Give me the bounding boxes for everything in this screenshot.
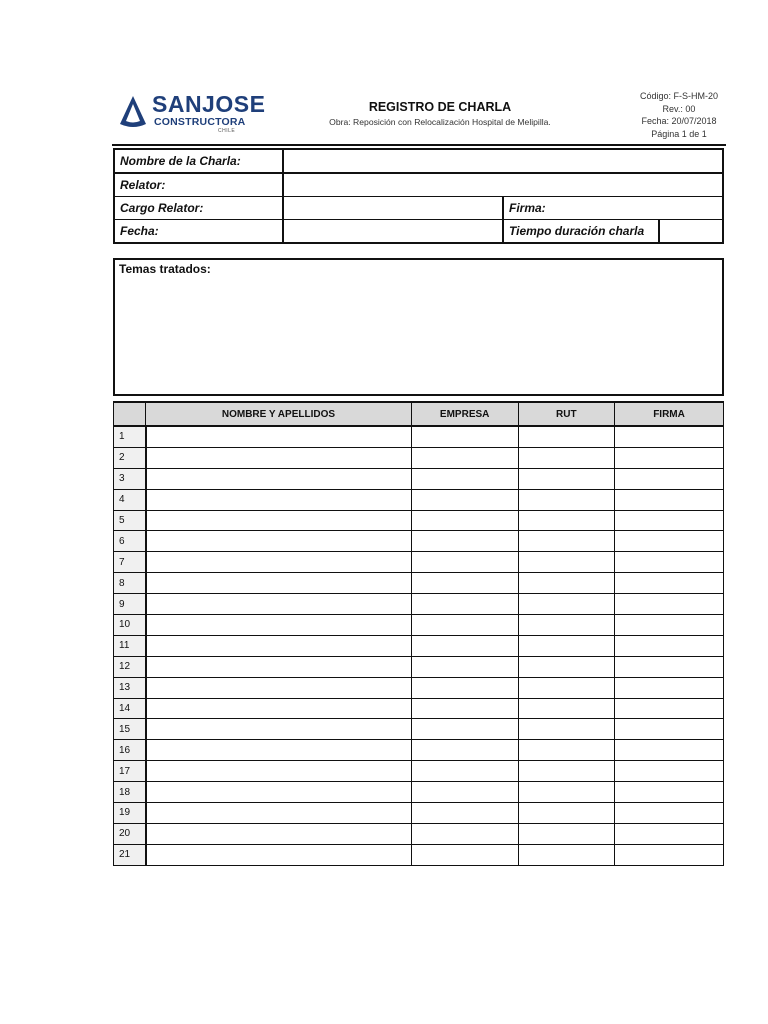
table-row — [114, 698, 724, 719]
cell-empresa[interactable] — [411, 823, 518, 844]
cell-firma[interactable] — [615, 719, 724, 740]
table-row — [114, 489, 724, 510]
row-number: 4 — [114, 489, 146, 510]
row-number: 14 — [114, 698, 146, 719]
label-fecha: Fecha: — [114, 220, 283, 244]
cell-empresa[interactable] — [411, 782, 518, 803]
cell-rut[interactable] — [518, 615, 614, 636]
table-row — [114, 719, 724, 740]
cell-empresa[interactable] — [411, 594, 518, 615]
cell-nombre[interactable] — [146, 677, 412, 698]
table-row — [114, 677, 724, 698]
cell-firma[interactable] — [615, 740, 724, 761]
cell-rut[interactable] — [518, 531, 614, 552]
table-row — [114, 615, 724, 636]
table-row — [114, 740, 724, 761]
row-number: 7 — [114, 552, 146, 573]
cell-empresa[interactable] — [411, 635, 518, 656]
cell-nombre[interactable] — [146, 510, 412, 531]
logo-country: CHILE — [218, 128, 236, 134]
table-row — [114, 531, 724, 552]
cell-rut[interactable] — [518, 803, 614, 824]
row-number: 9 — [114, 594, 146, 615]
row-number: 12 — [114, 656, 146, 677]
document-subtitle: Obra: Reposición con Relocalización Hospital de Melipilla. — [329, 117, 551, 127]
cell-empresa[interactable] — [411, 803, 518, 824]
table-row — [114, 573, 724, 594]
meta-fecha: Fecha: 20/07/2018 — [641, 116, 717, 126]
row-number: 18 — [114, 782, 146, 803]
table-row — [114, 510, 724, 531]
cell-empresa[interactable] — [411, 761, 518, 782]
logo-mark-icon — [118, 94, 148, 130]
cell-firma[interactable] — [615, 552, 724, 573]
cell-nombre[interactable] — [146, 447, 412, 468]
col-header-nombre: NOMBRE Y APELLIDOS — [146, 402, 412, 426]
table-row — [114, 803, 724, 824]
cell-empresa[interactable] — [411, 468, 518, 489]
cell-firma[interactable] — [615, 594, 724, 615]
header-divider — [112, 144, 726, 146]
cell-rut[interactable] — [518, 468, 614, 489]
row-number: 2 — [114, 447, 146, 468]
row-number: 19 — [114, 803, 146, 824]
attendees-table — [113, 401, 724, 866]
cell-firma[interactable] — [615, 573, 724, 594]
cell-nombre[interactable] — [146, 740, 412, 761]
row-number: 15 — [114, 719, 146, 740]
cell-firma[interactable] — [615, 823, 724, 844]
table-row — [114, 552, 724, 573]
cell-nombre[interactable] — [146, 489, 412, 510]
table-row — [114, 656, 724, 677]
cell-firma[interactable] — [615, 468, 724, 489]
cell-firma[interactable] — [615, 531, 724, 552]
table-row — [114, 447, 724, 468]
table-row — [114, 635, 724, 656]
row-number: 5 — [114, 510, 146, 531]
col-header-firma: FIRMA — [615, 402, 724, 426]
cell-empresa[interactable] — [411, 656, 518, 677]
cell-empresa[interactable] — [411, 531, 518, 552]
cell-nombre[interactable] — [146, 698, 412, 719]
logo-sub: CONSTRUCTORA — [154, 116, 246, 128]
table-row — [114, 761, 724, 782]
row-number: 3 — [114, 468, 146, 489]
cell-rut[interactable] — [518, 573, 614, 594]
cell-rut[interactable] — [518, 761, 614, 782]
cell-rut[interactable] — [518, 782, 614, 803]
cell-firma[interactable] — [615, 698, 724, 719]
row-number: 16 — [114, 740, 146, 761]
cell-nombre[interactable] — [146, 531, 412, 552]
table-row — [114, 594, 724, 615]
row-number: 17 — [114, 761, 146, 782]
cell-firma[interactable] — [615, 489, 724, 510]
cell-nombre[interactable] — [146, 426, 412, 447]
document-title: REGISTRO DE CHARLA — [368, 100, 512, 114]
label-firma: Firma: — [503, 197, 723, 220]
table-row — [114, 844, 724, 865]
cell-nombre[interactable] — [146, 615, 412, 636]
cell-empresa[interactable] — [411, 615, 518, 636]
cell-empresa[interactable] — [411, 698, 518, 719]
cell-rut[interactable] — [518, 510, 614, 531]
cell-firma[interactable] — [615, 844, 724, 865]
cell-rut[interactable] — [518, 719, 614, 740]
cell-rut[interactable] — [518, 447, 614, 468]
cell-nombre[interactable] — [146, 782, 412, 803]
cell-nombre[interactable] — [146, 656, 412, 677]
cell-empresa[interactable] — [411, 489, 518, 510]
cell-firma[interactable] — [615, 426, 724, 447]
table-row — [114, 468, 724, 489]
field-fecha[interactable] — [283, 220, 503, 244]
cell-firma[interactable] — [615, 782, 724, 803]
cell-empresa[interactable] — [411, 844, 518, 865]
cell-firma[interactable] — [615, 635, 724, 656]
cell-rut[interactable] — [518, 698, 614, 719]
field-relator[interactable] — [283, 173, 723, 197]
cell-nombre[interactable] — [146, 594, 412, 615]
meta-codigo: Código: F-S-HM-20 — [639, 91, 718, 101]
cell-empresa[interactable] — [411, 510, 518, 531]
cell-rut[interactable] — [518, 552, 614, 573]
cell-rut[interactable] — [518, 740, 614, 761]
cell-nombre[interactable] — [146, 635, 412, 656]
label-nombre-charla: Nombre de la Charla: — [114, 149, 283, 173]
cell-empresa[interactable] — [411, 719, 518, 740]
cell-nombre[interactable] — [146, 573, 412, 594]
cell-nombre[interactable] — [146, 761, 412, 782]
cell-rut[interactable] — [518, 635, 614, 656]
logo-brand: SANJOSE — [152, 91, 266, 117]
meta-rev: Rev.: 00 — [662, 103, 696, 114]
cell-firma[interactable] — [615, 761, 724, 782]
cell-empresa[interactable] — [411, 677, 518, 698]
label-tiempo: Tiempo duración charla — [503, 220, 659, 244]
row-number: 13 — [114, 677, 146, 698]
cell-rut[interactable] — [518, 594, 614, 615]
col-header-empresa: EMPRESA — [411, 402, 518, 426]
field-nombre-charla[interactable] — [283, 149, 723, 173]
cell-rut[interactable] — [518, 823, 614, 844]
cell-rut[interactable] — [518, 489, 614, 510]
cell-nombre[interactable] — [146, 552, 412, 573]
cell-firma[interactable] — [615, 615, 724, 636]
cell-empresa[interactable] — [411, 552, 518, 573]
cell-rut[interactable] — [518, 677, 614, 698]
cell-nombre[interactable] — [146, 803, 412, 824]
cell-firma[interactable] — [615, 803, 724, 824]
row-number: 1 — [114, 426, 146, 447]
cell-rut[interactable] — [518, 656, 614, 677]
col-header-num — [114, 402, 146, 426]
temas-box[interactable] — [113, 258, 724, 396]
row-number: 8 — [114, 573, 146, 594]
row-number: 21 — [114, 844, 146, 865]
label-relator: Relator: — [114, 173, 283, 197]
company-logo — [118, 91, 266, 138]
cell-rut[interactable] — [518, 844, 614, 865]
talk-info-table — [113, 148, 724, 244]
cell-firma[interactable] — [615, 510, 724, 531]
cell-empresa[interactable] — [411, 573, 518, 594]
row-number: 10 — [114, 615, 146, 636]
cell-nombre[interactable] — [146, 823, 412, 844]
cell-firma[interactable] — [615, 447, 724, 468]
table-row — [114, 823, 724, 844]
row-number: 11 — [114, 635, 146, 656]
table-row — [114, 426, 724, 447]
meta-pagina: Página 1 de 1 — [651, 128, 707, 139]
document-meta — [640, 90, 718, 140]
cell-empresa[interactable] — [411, 426, 518, 447]
field-cargo-relator[interactable] — [283, 197, 503, 220]
cell-empresa[interactable] — [411, 447, 518, 468]
table-row — [114, 782, 724, 803]
temas-label: Temas tratados: — [119, 262, 211, 276]
cell-firma[interactable] — [615, 677, 724, 698]
cell-empresa[interactable] — [411, 740, 518, 761]
cell-firma[interactable] — [615, 656, 724, 677]
cell-nombre[interactable] — [146, 468, 412, 489]
row-number: 6 — [114, 531, 146, 552]
cell-rut[interactable] — [518, 426, 614, 447]
col-header-rut: RUT — [518, 402, 614, 426]
field-tiempo[interactable] — [659, 220, 723, 244]
cell-nombre[interactable] — [146, 719, 412, 740]
row-number: 20 — [114, 823, 146, 844]
label-cargo-relator: Cargo Relator: — [114, 197, 283, 220]
cell-nombre[interactable] — [146, 844, 412, 865]
